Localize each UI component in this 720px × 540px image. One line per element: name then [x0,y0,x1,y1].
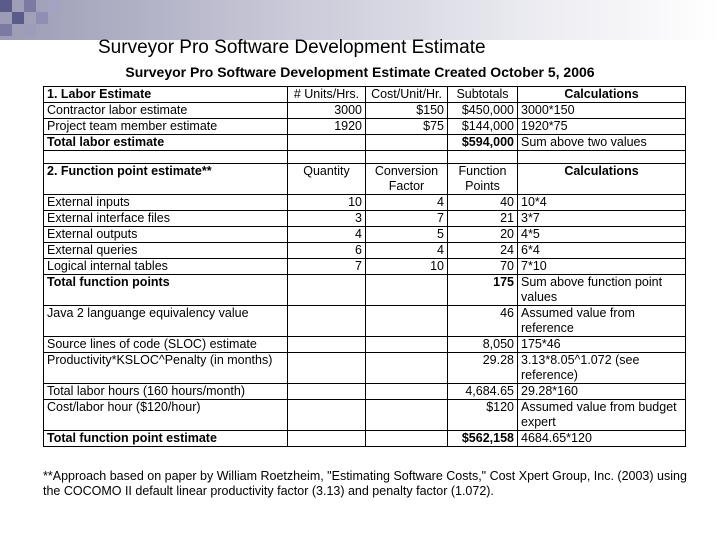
table-cell: 1920*75 [518,119,686,135]
table-cell: 40 [448,195,518,211]
table-cell: Logical internal tables [44,259,288,275]
table-cell: $75 [366,119,448,135]
table-row [44,103,686,119]
table-cell: 1920 [288,119,366,135]
table-row [44,211,686,227]
table-cell: 175*46 [518,337,686,353]
indent-row [44,337,686,353]
table-cell: 10*4 [518,195,686,211]
table-cell: $150 [366,103,448,119]
table-cell: Java 2 languange equivalency value [44,306,288,337]
table-cell: $450,000 [448,103,518,119]
table-cell: 175 [448,275,518,306]
table-cell: External interface files [44,211,288,227]
table-cell [288,353,366,384]
table-row [44,227,686,243]
total-row [44,135,686,151]
table-cell: 7 [366,211,448,227]
table-cell: 46 [448,306,518,337]
table-cell: External inputs [44,195,288,211]
table-cell: 8,050 [448,337,518,353]
table-cell: 10 [288,195,366,211]
indent-row [44,353,686,384]
table-cell: # Units/Hrs. [288,87,366,103]
table-cell: $144,000 [448,119,518,135]
indent-row [44,400,686,431]
decoration-square [36,12,48,24]
table-cell: 4*5 [518,227,686,243]
table-cell [288,306,366,337]
table-cell: External outputs [44,227,288,243]
slide-title: Surveyor Pro Software Development Estimate [98,37,486,58]
table-cell [366,400,448,431]
table-cell: Cost/Unit/Hr. [366,87,448,103]
table-row [44,119,686,135]
fp-total-row [44,431,686,447]
decoration-square [0,24,12,36]
table-cell: 4 [366,243,448,259]
table-cell [366,306,448,337]
table-cell: 3*7 [518,211,686,227]
table-cell [366,384,448,400]
table-cell [288,400,366,431]
table-cell: Calculations [518,87,686,103]
decoration-square [24,0,36,12]
table-cell: Assumed value from budget expert [518,400,686,431]
table-row [44,243,686,259]
table-cell: Project team member estimate [44,119,288,135]
table-cell: 5 [366,227,448,243]
table-row [44,195,686,211]
table-cell: Total labor estimate [44,135,288,151]
table-cell: Total function point estimate [44,431,288,447]
table-cell: Total function points [44,275,288,306]
total-row [44,275,686,306]
table-cell [366,275,448,306]
table-cell: $120 [448,400,518,431]
table-cell: Quantity [288,164,366,195]
table-cell [288,384,366,400]
table-cell: 3000*150 [518,103,686,119]
table-cell: 4684.65*120 [518,431,686,447]
table-cell: 29.28*160 [518,384,686,400]
decoration-square [0,0,12,12]
table-cell: 1. Labor Estimate [44,87,288,103]
table-cell: 7*10 [518,259,686,275]
table-cell: 21 [448,211,518,227]
table-cell: $562,158 [448,431,518,447]
spacer-row [44,151,686,164]
table-cell: 20 [448,227,518,243]
table-cell [366,337,448,353]
table-caption: Surveyor Pro Software Development Estimate Created October 5, 2006 [125,64,595,80]
footnote: **Approach based on paper by William Roetzheim, "Estimating Software Costs," Cost Xpert Group, Inc. (2003) using the COCOMO II default linear productivity factor (3.13) and penalty factor (1.072). [43,469,687,498]
decoration-square [12,12,24,24]
table-cell: 2. Function point estimate** [44,164,288,195]
table-cell: 7 [288,259,366,275]
table-cell [288,135,366,151]
table-cell: Assumed value from reference [518,306,686,337]
table-row [44,259,686,275]
table-cell: 6*4 [518,243,686,259]
labor-header-row [44,87,686,103]
table-cell [288,275,366,306]
decoration-square [48,0,60,12]
indent-row [44,306,686,337]
table-cell: Function Points [448,164,518,195]
table-cell: 3.13*8.05^1.072 (see reference) [518,353,686,384]
table-cell: Total labor hours (160 hours/month) [44,384,288,400]
table-cell: $594,000 [448,135,518,151]
table-cell: 4 [366,195,448,211]
table-cell: Sum above two values [518,135,686,151]
table-cell: External queries [44,243,288,259]
table-cell: Conversion Factor [366,164,448,195]
table-cell: 4,684.65 [448,384,518,400]
table-cell: 24 [448,243,518,259]
table-cell: Cost/labor hour ($120/hour) [44,400,288,431]
indent-row [44,384,686,400]
table-cell: 70 [448,259,518,275]
decoration-square [24,24,36,36]
table-cell [288,337,366,353]
table-cell [366,135,448,151]
table-cell: 4 [288,227,366,243]
table-cell: 6 [288,243,366,259]
table-cell: Sum above function point values [518,275,686,306]
table-cell: 29.28 [448,353,518,384]
table-cell [366,353,448,384]
table-cell [288,431,366,447]
table-cell: Subtotals [448,87,518,103]
header-row [44,164,686,195]
estimate-table [43,86,686,447]
table-cell [366,431,448,447]
table-cell: 3 [288,211,366,227]
table-cell: 3000 [288,103,366,119]
table-cell: Productivity*KSLOC^Penalty (in months) [44,353,288,384]
table-cell: 10 [366,259,448,275]
title-decoration-bar [0,0,720,40]
table-cell: Calculations [518,164,686,195]
table-cell: Contractor labor estimate [44,103,288,119]
table-cell: Source lines of code (SLOC) estimate [44,337,288,353]
